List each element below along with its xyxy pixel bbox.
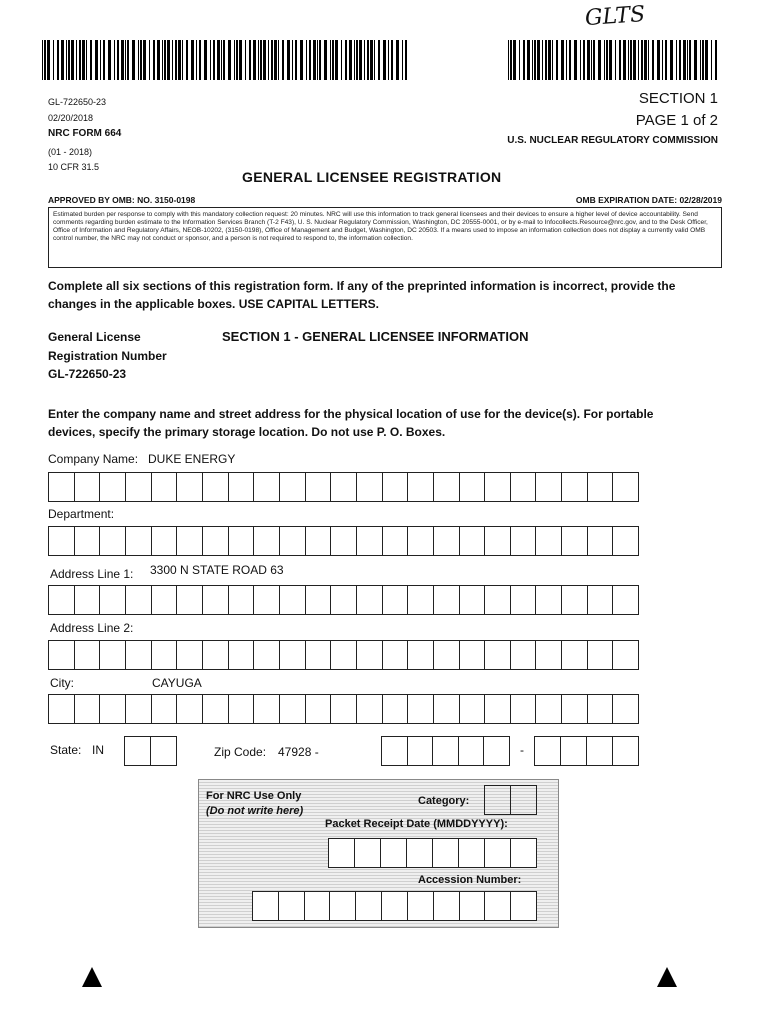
section-title: SECTION 1 - GENERAL LICENSEE INFORMATION xyxy=(222,329,529,344)
department-input[interactable] xyxy=(48,526,639,556)
receipt-date-input[interactable] xyxy=(328,838,537,868)
handwritten-note: GLTS xyxy=(584,1,646,32)
state-value: IN xyxy=(92,743,104,757)
company-name-input[interactable] xyxy=(48,472,639,502)
form-revision: (01 - 2018) xyxy=(48,147,93,157)
omb-expiration: OMB EXPIRATION DATE: 02/28/2019 xyxy=(575,195,722,205)
burden-notice: Estimated burden per response to comply with this mandatory collection request: 20 minutes. NRC will use this information to track general licensees and their devices to ensure a higher level of device accountability. Send comments regarding burden estimate to the Information Services Branch (T-2 F43), U. S. Nuclear Regulatory Commission, Washington, DC 20555-0001, or by e-mail to Infocollects.Resource@nrc.gov, and to the Desk Officer, Office of Information and Regulatory Affairs, NEOB-10202, (3150-0198), Office of Management and Budget, Washington, DC 20503. If a means used to impose an information collection does not display a currently valid OMB control number, the NRC may not conduct or sponsor, and a person is not required to respond to, the information collection. xyxy=(48,207,722,268)
doc-id: GL-722650-23 xyxy=(48,97,107,107)
address-line1-input[interactable] xyxy=(48,585,639,615)
address1-value: 3300 N STATE ROAD 63 xyxy=(150,563,284,577)
form-name: NRC FORM 664 xyxy=(48,128,122,139)
zip-value: 47928 - xyxy=(278,745,319,759)
category-input[interactable] xyxy=(484,785,537,815)
general-instructions: Complete all six sections of this registration form. If any of the preprinted information is incorrect, provide the changes in the applicable boxes. USE CAPITAL LETTERS. xyxy=(48,279,676,311)
department-label: Department: xyxy=(48,507,115,521)
nrc-use-only-label: For NRC Use Only xyxy=(206,790,302,802)
page-label: PAGE 1 of 2 xyxy=(635,112,718,129)
city-value: CAYUGA xyxy=(152,676,202,690)
barcode-left xyxy=(42,40,410,80)
license-label-line1: General License xyxy=(48,330,141,344)
zip-input[interactable] xyxy=(381,736,510,766)
accession-number-input[interactable] xyxy=(252,891,537,921)
address-instructions: Enter the company name and street address for the physical location of use for the device(s). For portable devices, specify the primary storage location. Do not use P. O. Boxes. xyxy=(48,407,654,439)
state-input[interactable] xyxy=(124,736,177,766)
agency-label: U.S. NUCLEAR REGULATORY COMMISSION xyxy=(507,135,718,146)
address-line2-input[interactable] xyxy=(48,640,639,670)
city-input[interactable] xyxy=(48,694,639,724)
zip-dash: - xyxy=(520,743,524,757)
category-label: Category: xyxy=(418,795,470,807)
doc-date: 02/20/2018 xyxy=(48,113,94,123)
address1-label: Address Line 1: xyxy=(50,567,134,581)
page-title: GENERAL LICENSEE REGISTRATION xyxy=(242,169,502,185)
registration-mark-right xyxy=(657,967,677,987)
city-label: City: xyxy=(50,676,74,690)
state-label: State: xyxy=(50,743,82,757)
registration-mark-left xyxy=(82,967,102,987)
omb-approval: APPROVED BY OMB: NO. 3150-0198 xyxy=(48,195,196,205)
company-label: Company Name: xyxy=(48,452,139,466)
license-number: GL-722650-23 xyxy=(48,367,127,381)
receipt-date-label: Packet Receipt Date (MMDDYYYY): xyxy=(325,818,508,830)
accession-number-label: Accession Number: xyxy=(418,874,522,886)
section-label: SECTION 1 xyxy=(638,90,718,107)
zip-label: Zip Code: xyxy=(214,745,267,759)
barcode-right xyxy=(508,40,720,80)
zip-plus4-input[interactable] xyxy=(534,736,639,766)
cfr-reference: 10 CFR 31.5 xyxy=(48,162,100,172)
address2-label: Address Line 2: xyxy=(50,621,134,635)
license-label-line2: Registration Number xyxy=(48,349,167,363)
nrc-do-not-write-label: (Do not write here) xyxy=(206,805,304,817)
company-value: DUKE ENERGY xyxy=(148,452,236,466)
